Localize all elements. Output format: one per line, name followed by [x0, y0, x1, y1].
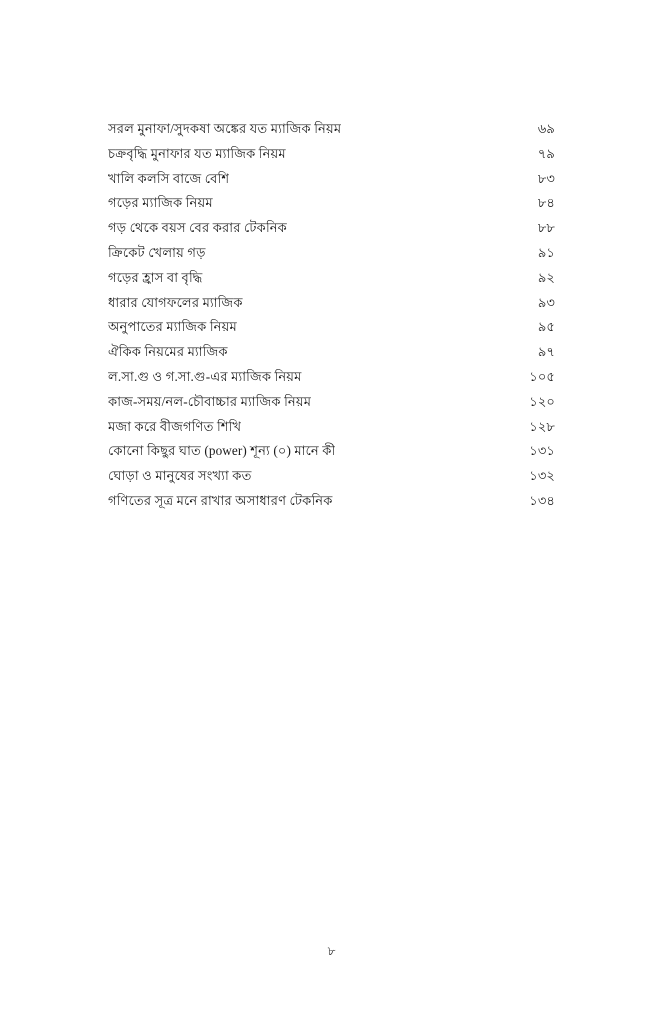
toc-entry-title: ঐকিক নিয়মের ম্যাজিক [108, 344, 228, 360]
toc-entry-page-number: ১৩১ [529, 443, 555, 459]
toc-entry-title: খালি কলসি বাজে বেশি [108, 170, 230, 186]
toc-entry-page-number: ৯২ [537, 269, 555, 285]
toc-entry-title: মজা করে বীজগণিত শিখি [108, 418, 242, 434]
toc-entry-page-number: ৯৫ [537, 319, 555, 335]
toc-entry-title: ল.সা.গু ও গ.সা.গু-এর ম্যাজিক নিয়ম [108, 368, 302, 384]
toc-entry-page-number: ৯১ [537, 244, 555, 260]
toc-entry-page-number: ১২০ [529, 393, 555, 409]
toc-entry[interactable] [108, 191, 555, 216]
toc-entry-page-number: ১০৫ [529, 368, 555, 384]
toc-entry[interactable] [108, 291, 555, 316]
toc-entry-page-number: ৭৯ [537, 145, 555, 161]
toc-entry[interactable] [108, 489, 555, 514]
page-folio-number: ৮ [327, 944, 336, 958]
toc-entry-page-number: ১৩২ [529, 468, 555, 484]
toc-entry-page-number: ৮৪ [537, 195, 555, 211]
toc-entry-title: সরল মুনাফা/সুদকষা অঙ্কের যত ম্যাজিক নিয়ম [108, 121, 342, 136]
toc-entry[interactable] [108, 415, 555, 440]
toc-entry-title: কোনো কিছুর ঘাত (power) শূন্য (০) মানে কী [108, 443, 336, 459]
toc-entry-page-number: ৯৩ [537, 294, 555, 310]
toc-entry-page-number: ১৩৪ [529, 492, 555, 508]
toc-entry-page-number: ৬৯ [537, 121, 555, 136]
toc-entry[interactable] [108, 340, 555, 365]
toc-entry[interactable] [108, 439, 555, 464]
toc-entry-title: অনুপাতের ম্যাজিক নিয়ম [108, 319, 237, 335]
toc-entry-title: গণিতের সূত্র মনে রাখার অসাধারণ টেকনিক [108, 492, 333, 508]
toc-entry-title: চক্রবৃদ্ধি মুনাফার যত ম্যাজিক নিয়ম [108, 145, 286, 161]
toc-entry[interactable] [108, 315, 555, 340]
toc-entry-title: ক্রিকেট খেলায় গড় [108, 244, 206, 260]
toc-entry[interactable] [108, 241, 555, 266]
toc-entry-page-number: ৮৮ [537, 220, 555, 236]
toc-entry-page-number: ৮৩ [537, 170, 555, 186]
toc-entry-title: গড় থেকে বয়স বের করার টেকনিক [108, 220, 288, 236]
toc-entry[interactable] [108, 464, 555, 489]
toc-entry[interactable] [108, 365, 555, 390]
table-of-contents [108, 117, 555, 514]
toc-entry-page-number: ১২৮ [529, 418, 555, 434]
toc-entry-title: গড়ের ম্যাজিক নিয়ম [108, 195, 213, 211]
toc-entry[interactable] [108, 142, 555, 167]
toc-entry-title: কাজ-সময়/নল-চৌবাচ্চার ম্যাজিক নিয়ম [108, 393, 312, 409]
toc-entry[interactable] [108, 390, 555, 415]
toc-entry-page-number: ৯৭ [537, 344, 555, 360]
toc-entry-title: ঘোড়া ও মানুষের সংখ্যা কত [108, 468, 252, 484]
toc-entry-title: ধারার যোগফলের ম্যাজিক [108, 294, 243, 310]
toc-entry[interactable] [108, 167, 555, 192]
toc-entry-title: গড়ের হ্রাস বা বৃদ্ধি [108, 269, 203, 285]
toc-entry[interactable] [108, 117, 555, 142]
toc-entry[interactable] [108, 266, 555, 291]
toc-entry[interactable] [108, 216, 555, 241]
